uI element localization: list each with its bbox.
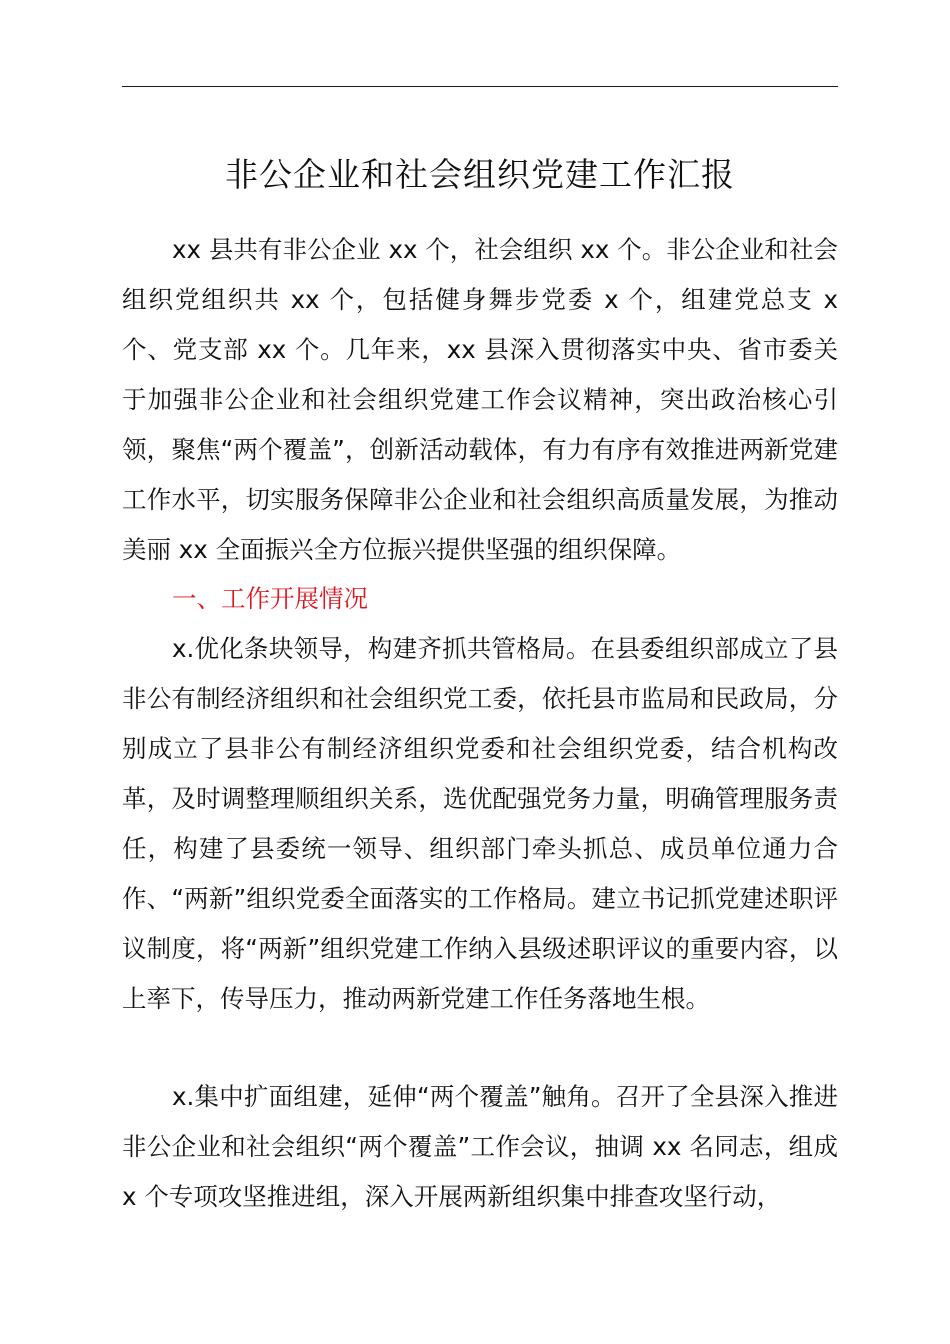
document-title: 非公企业和社会组织党建工作汇报	[225, 155, 735, 194]
section-heading: 一、工作开展情况	[172, 584, 368, 613]
intro-paragraph: xx 县共有非公企业 xx 个，社会组织 xx 个。非公企业和社会组织党组织共 xx 个，包括健身舞步党委 x 个，组建党总支 x 个、党支部 xx 个。几年来，xx 县深入贯彻落实中央、省市委关于加强非公企业和社会组织党建工作会议精神，突出政治核心引领，聚焦“两个覆盖”，创新活动载体，有力有序有效推进两新党建工作水平，切实服务保障非公企业和社会组织高质量发展，为推动美丽 xx 全面振兴全方位振兴提供坚强的组织保障。	[122, 235, 838, 564]
paragraph-coverage: x.集中扩面组建，延伸“两个覆盖”触角。召开了全县深入推进非公企业和社会组织“两个覆盖”工作会议，抽调 xx 名同志，组成 x 个专项攻坚推进组，深入开展两新组织集中排查攻坚行动，	[122, 1082, 838, 1211]
header-rule	[122, 86, 838, 87]
paragraph-leadership: x.优化条块领导，构建齐抓共管格局。在县委组织部成立了县非公有制经济组织和社会组织党工委，依托县市监局和民政局，分别成立了县非公有制经济组织党委和社会组织党委，结合机构改革，及时调整理顺组织关系，选优配强党务力量，明确管理服务责任，构建了县委统一领导、组织部门牵头抓总、成员单位通力合作、“两新”组织党委全面落实的工作格局。建立书记抓党建述职评议制度，将“两新”组织党建工作纳入县级述职评议的重要内容，以上率下，传导压力，推动两新党建工作任务落地生根。	[122, 634, 838, 1013]
